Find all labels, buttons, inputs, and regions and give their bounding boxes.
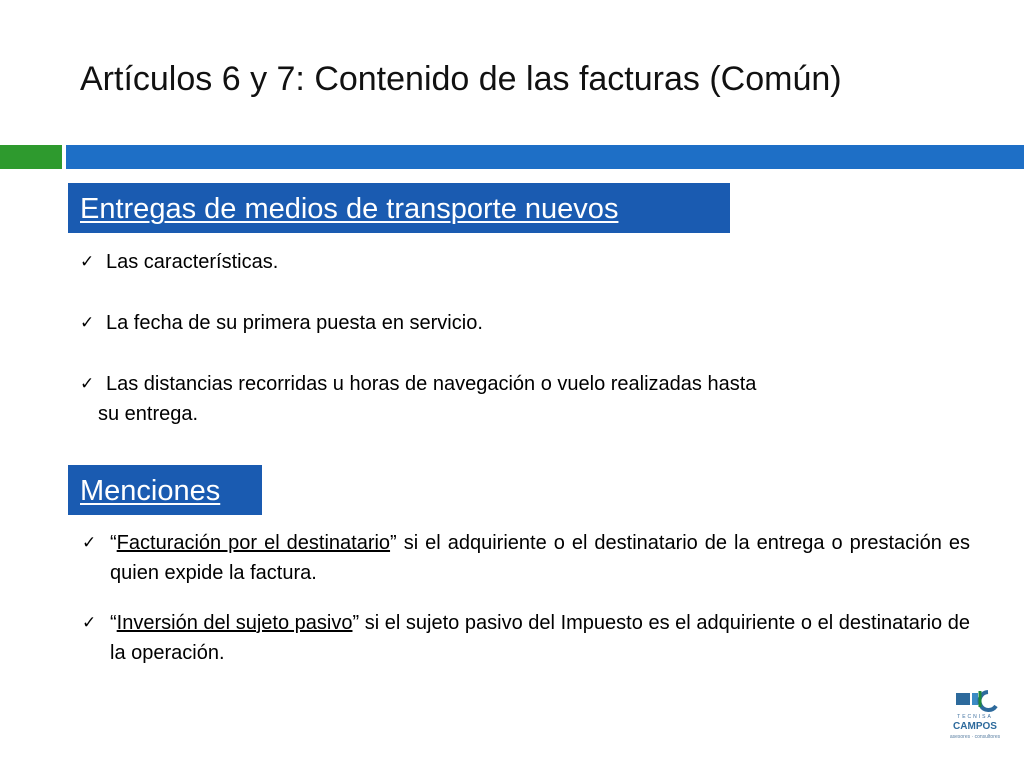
bullet-text: Las características. [106,251,279,273]
section-heading-new-transport [68,183,730,233]
logo-text: TECNISA [957,714,993,720]
quoted-term: Inversión del sujeto pasivo [116,612,353,634]
bullet-text-line2: su entrega. [98,403,199,425]
bullet-recipient-invoicing [82,528,970,588]
open-quote: “ [110,612,117,634]
bullet-first-service-date [80,308,960,338]
section-heading-label: Menciones [80,475,221,507]
bullet-text: La fecha de su primera puesta en servicio. [106,312,483,334]
bullet-characteristics [80,247,960,277]
company-logo [946,690,1004,748]
blue-accent-bar [66,145,1024,169]
open-quote: “ [110,532,117,554]
slide-title: Artículos 6 y 7: Contenido de las facturas (Común) [80,60,842,98]
quoted-term: Facturación por el destinatario [116,532,391,554]
checkmark-icon: ✓ [80,313,95,333]
checkmark-icon: ✓ [80,374,95,394]
checkmark-icon: ✓ [82,613,97,633]
bullet-reverse-charge [82,608,970,668]
green-accent-bar [0,145,62,169]
bullet-text: ” si el sujeto pasivo del Impuesto es el adquiriente o el destinatario de la operación. [110,612,970,664]
section-heading-mentions [68,465,262,515]
checkmark-icon: ✓ [82,533,97,553]
logo-mark-icon [950,690,1002,712]
logo-text: CAMPOS [953,721,997,732]
logo-text: asesores · consultores [949,734,1001,740]
bullet-text-line1: Las distancias recorridas u horas de navegación o vuelo realizadas hasta [106,373,757,395]
bullet-distances [80,369,960,429]
section-heading-label: Entregas de medios de transporte nuevos [80,193,619,225]
checkmark-icon: ✓ [80,252,95,272]
bullet-text: ” si el adquiriente o el destinatario de la entrega o prestación es quien expide la factura. [110,532,970,584]
